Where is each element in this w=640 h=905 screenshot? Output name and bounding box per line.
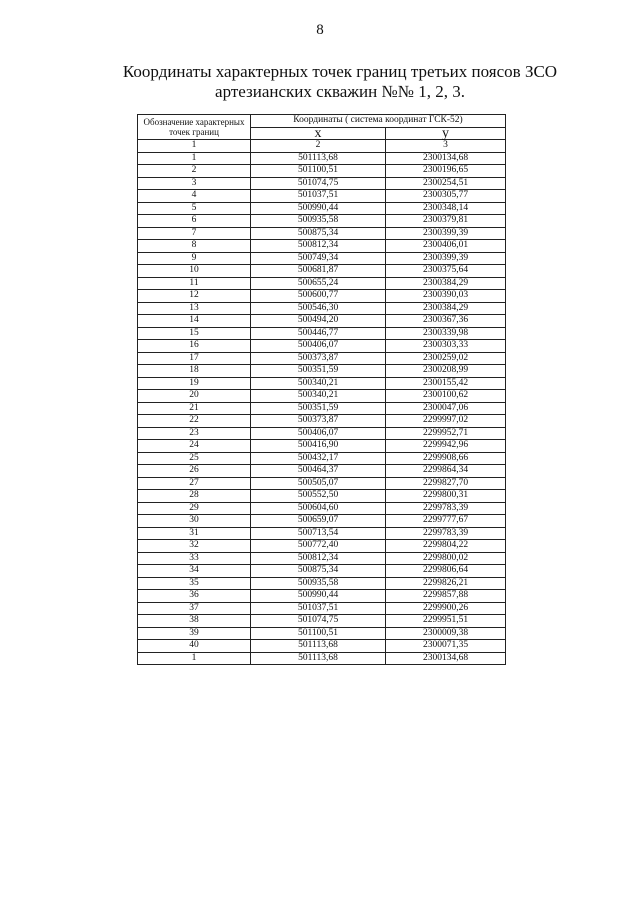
x-coordinate-cell: 500812,34 <box>251 240 386 253</box>
y-coordinate-cell: 2300384,29 <box>386 302 506 315</box>
point-number-cell: 16 <box>138 340 251 353</box>
table-row <box>138 465 506 478</box>
table-row <box>138 290 506 303</box>
x-coordinate-cell: 500681,87 <box>251 265 386 278</box>
y-coordinate-cell: 2300155,42 <box>386 377 506 390</box>
point-number-cell: 33 <box>138 552 251 565</box>
table-row <box>138 452 506 465</box>
table-row <box>138 652 506 665</box>
table-row <box>138 302 506 315</box>
y-coordinate-cell: 2300303,33 <box>386 340 506 353</box>
table-row <box>138 540 506 553</box>
y-coordinate-cell: 2300406,01 <box>386 240 506 253</box>
point-number-cell: 20 <box>138 390 251 403</box>
y-coordinate-cell: 2299806,64 <box>386 565 506 578</box>
point-number-cell: 9 <box>138 252 251 265</box>
point-number-cell: 2 <box>138 165 251 178</box>
point-number-cell: 5 <box>138 202 251 215</box>
point-number-cell: 37 <box>138 602 251 615</box>
y-coordinate-cell: 2299900,26 <box>386 602 506 615</box>
table-row <box>138 240 506 253</box>
x-coordinate-cell: 500772,40 <box>251 540 386 553</box>
table-row <box>138 627 506 640</box>
point-number-cell: 38 <box>138 615 251 628</box>
column-number: 1 <box>138 140 251 153</box>
point-number-cell: 39 <box>138 627 251 640</box>
y-coordinate-cell: 2299827,70 <box>386 477 506 490</box>
y-coordinate-cell: 2300259,02 <box>386 352 506 365</box>
point-number-cell: 30 <box>138 515 251 528</box>
x-coordinate-cell: 500655,24 <box>251 277 386 290</box>
point-number-cell: 31 <box>138 527 251 540</box>
table-row <box>138 315 506 328</box>
point-number-cell: 7 <box>138 227 251 240</box>
column-number: 2 <box>251 140 386 153</box>
table-row <box>138 427 506 440</box>
table-row <box>138 202 506 215</box>
y-coordinate-cell: 2300071,35 <box>386 640 506 653</box>
x-coordinate-cell: 500875,34 <box>251 565 386 578</box>
y-header: y <box>386 127 506 140</box>
x-coordinate-cell: 500340,21 <box>251 377 386 390</box>
table-body <box>138 152 506 665</box>
y-coordinate-cell: 2299783,39 <box>386 527 506 540</box>
designation-header: Обозначение характерных точек границ <box>138 115 251 140</box>
x-coordinate-cell: 500990,44 <box>251 202 386 215</box>
x-coordinate-cell: 501100,51 <box>251 165 386 178</box>
point-number-cell: 35 <box>138 577 251 590</box>
table-row <box>138 152 506 165</box>
point-number-cell: 28 <box>138 490 251 503</box>
x-coordinate-cell: 500351,59 <box>251 365 386 378</box>
x-coordinate-cell: 500604,60 <box>251 502 386 515</box>
point-number-cell: 21 <box>138 402 251 415</box>
table-row <box>138 340 506 353</box>
y-coordinate-cell: 2300375,64 <box>386 265 506 278</box>
table-header <box>138 115 506 153</box>
y-coordinate-cell: 2299951,51 <box>386 615 506 628</box>
table-row <box>138 365 506 378</box>
x-header: x <box>251 127 386 140</box>
table-row <box>138 490 506 503</box>
x-coordinate-cell: 501113,68 <box>251 652 386 665</box>
x-coordinate-cell: 500432,17 <box>251 452 386 465</box>
y-coordinate-cell: 2299857,88 <box>386 590 506 603</box>
table-row <box>138 215 506 228</box>
y-coordinate-cell: 2300390,03 <box>386 290 506 303</box>
y-coordinate-cell: 2300254,51 <box>386 177 506 190</box>
table-row <box>138 640 506 653</box>
x-coordinate-cell: 500659,07 <box>251 515 386 528</box>
table-row <box>138 515 506 528</box>
y-coordinate-cell: 2300196,65 <box>386 165 506 178</box>
point-number-cell: 19 <box>138 377 251 390</box>
y-coordinate-cell: 2299800,31 <box>386 490 506 503</box>
y-coordinate-cell: 2300339,98 <box>386 327 506 340</box>
table-row <box>138 227 506 240</box>
point-number-cell: 1 <box>138 152 251 165</box>
y-coordinate-cell: 2300134,68 <box>386 152 506 165</box>
x-coordinate-cell: 500373,87 <box>251 352 386 365</box>
point-number-cell: 4 <box>138 190 251 203</box>
x-coordinate-cell: 500749,34 <box>251 252 386 265</box>
table-row <box>138 577 506 590</box>
y-coordinate-cell: 2299777,67 <box>386 515 506 528</box>
table-row <box>138 565 506 578</box>
table-row <box>138 615 506 628</box>
table-row <box>138 440 506 453</box>
x-coordinate-cell: 500446,77 <box>251 327 386 340</box>
x-coordinate-cell: 500464,37 <box>251 465 386 478</box>
table-row <box>138 377 506 390</box>
point-number-cell: 36 <box>138 590 251 603</box>
x-coordinate-cell: 500406,07 <box>251 427 386 440</box>
x-coordinate-cell: 500505,07 <box>251 477 386 490</box>
y-coordinate-cell: 2299864,34 <box>386 465 506 478</box>
point-number-cell: 13 <box>138 302 251 315</box>
y-coordinate-cell: 2300379,81 <box>386 215 506 228</box>
x-coordinate-cell: 500935,58 <box>251 577 386 590</box>
x-coordinate-cell: 500812,34 <box>251 552 386 565</box>
y-coordinate-cell: 2299800,02 <box>386 552 506 565</box>
coordinates-table <box>137 114 506 665</box>
x-coordinate-cell: 500340,21 <box>251 390 386 403</box>
document-title <box>120 62 560 102</box>
x-coordinate-cell: 500935,58 <box>251 215 386 228</box>
y-coordinate-cell: 2300208,99 <box>386 365 506 378</box>
point-number-cell: 3 <box>138 177 251 190</box>
y-coordinate-cell: 2299997,02 <box>386 415 506 428</box>
table-row <box>138 602 506 615</box>
table-row <box>138 527 506 540</box>
x-coordinate-cell: 501037,51 <box>251 602 386 615</box>
point-number-cell: 10 <box>138 265 251 278</box>
point-number-cell: 8 <box>138 240 251 253</box>
x-coordinate-cell: 500494,20 <box>251 315 386 328</box>
y-coordinate-cell: 2299908,66 <box>386 452 506 465</box>
x-coordinate-cell: 500600,77 <box>251 290 386 303</box>
y-coordinate-cell: 2300399,39 <box>386 252 506 265</box>
table-row <box>138 190 506 203</box>
table-row <box>138 327 506 340</box>
x-coordinate-cell: 500552,50 <box>251 490 386 503</box>
x-coordinate-cell: 501037,51 <box>251 190 386 203</box>
point-number-cell: 17 <box>138 352 251 365</box>
table-row <box>138 552 506 565</box>
point-number-cell: 29 <box>138 502 251 515</box>
point-number-cell: 40 <box>138 640 251 653</box>
y-coordinate-cell: 2299783,39 <box>386 502 506 515</box>
title-line-2: артезианских скважин №№ 1, 2, 3. <box>215 82 465 101</box>
table-row <box>138 252 506 265</box>
point-number-cell: 27 <box>138 477 251 490</box>
table-row <box>138 502 506 515</box>
y-coordinate-cell: 2299804,22 <box>386 540 506 553</box>
point-number-cell: 18 <box>138 365 251 378</box>
x-coordinate-cell: 500406,07 <box>251 340 386 353</box>
y-coordinate-cell: 2300134,68 <box>386 652 506 665</box>
point-number-cell: 11 <box>138 277 251 290</box>
table-row <box>138 415 506 428</box>
y-coordinate-cell: 2299952,71 <box>386 427 506 440</box>
x-coordinate-cell: 500416,90 <box>251 440 386 453</box>
y-coordinate-cell: 2300348,14 <box>386 202 506 215</box>
x-coordinate-cell: 501074,75 <box>251 615 386 628</box>
table-row <box>138 590 506 603</box>
column-numbering-row <box>138 140 506 153</box>
point-number-cell: 15 <box>138 327 251 340</box>
page-number: 8 <box>316 22 324 38</box>
table-row <box>138 177 506 190</box>
y-coordinate-cell: 2300047,06 <box>386 402 506 415</box>
point-number-cell: 26 <box>138 465 251 478</box>
x-coordinate-cell: 501100,51 <box>251 627 386 640</box>
point-number-cell: 12 <box>138 290 251 303</box>
x-coordinate-cell: 501074,75 <box>251 177 386 190</box>
x-coordinate-cell: 500713,54 <box>251 527 386 540</box>
point-number-cell: 23 <box>138 427 251 440</box>
table-row <box>138 390 506 403</box>
x-coordinate-cell: 500875,34 <box>251 227 386 240</box>
table-row <box>138 477 506 490</box>
x-coordinate-cell: 500990,44 <box>251 590 386 603</box>
x-coordinate-cell: 501113,68 <box>251 152 386 165</box>
y-coordinate-cell: 2299826,21 <box>386 577 506 590</box>
y-coordinate-cell: 2300399,39 <box>386 227 506 240</box>
point-number-cell: 34 <box>138 565 251 578</box>
table-row <box>138 402 506 415</box>
x-coordinate-cell: 500373,87 <box>251 415 386 428</box>
x-coordinate-cell: 500351,59 <box>251 402 386 415</box>
point-number-cell: 14 <box>138 315 251 328</box>
point-number-cell: 1 <box>138 652 251 665</box>
x-coordinate-cell: 500546,30 <box>251 302 386 315</box>
y-coordinate-cell: 2300367,36 <box>386 315 506 328</box>
table-row <box>138 165 506 178</box>
table-row <box>138 277 506 290</box>
point-number-cell: 24 <box>138 440 251 453</box>
point-number-cell: 6 <box>138 215 251 228</box>
y-coordinate-cell: 2299942,96 <box>386 440 506 453</box>
table-row <box>138 265 506 278</box>
point-number-cell: 22 <box>138 415 251 428</box>
point-number-cell: 32 <box>138 540 251 553</box>
coordinates-header: Координаты ( система координат ГСК-52) <box>251 115 506 128</box>
table-row <box>138 352 506 365</box>
x-coordinate-cell: 501113,68 <box>251 640 386 653</box>
y-coordinate-cell: 2300305,77 <box>386 190 506 203</box>
title-line-1: Координаты характерных точек границ третьих поясов ЗСО <box>122 62 558 81</box>
y-coordinate-cell: 2300009,38 <box>386 627 506 640</box>
y-coordinate-cell: 2300384,29 <box>386 277 506 290</box>
column-number: 3 <box>386 140 506 153</box>
point-number-cell: 25 <box>138 452 251 465</box>
y-coordinate-cell: 2300100,62 <box>386 390 506 403</box>
